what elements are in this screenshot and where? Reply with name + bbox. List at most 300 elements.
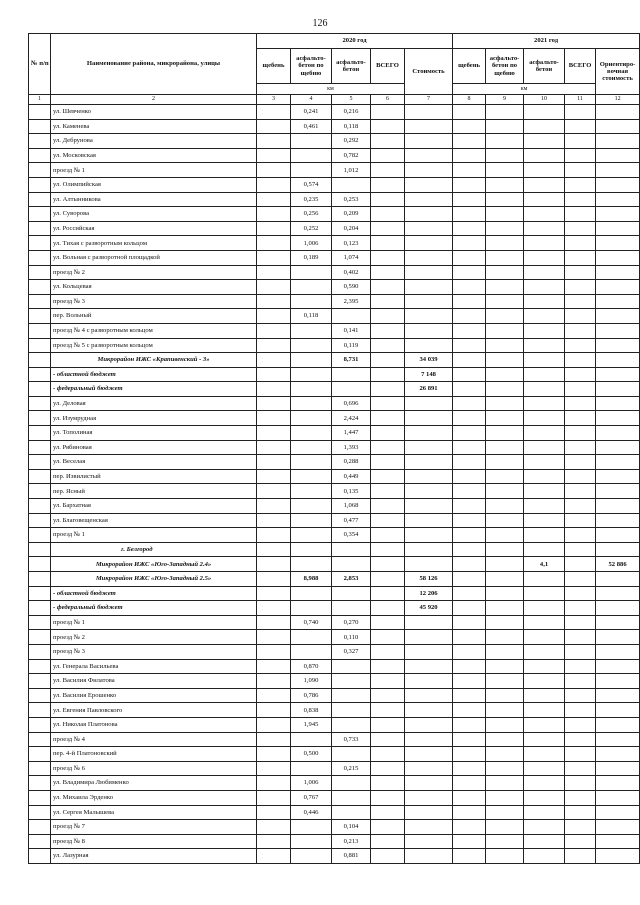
- cell-c3: [257, 528, 291, 543]
- cell-c5: 0,141: [332, 323, 371, 338]
- cell-c8: [453, 148, 486, 163]
- cell-c6: [371, 323, 405, 338]
- cell-c5: 0,733: [332, 732, 371, 747]
- cell-c3: [257, 323, 291, 338]
- cell-c5: [332, 674, 371, 689]
- cell-c8: [453, 280, 486, 295]
- cell-c9: [486, 644, 524, 659]
- cell-c11: [565, 367, 596, 382]
- cell-c10: [524, 280, 565, 295]
- row-name: пер. Извилистый: [51, 469, 257, 484]
- cell-c10: [524, 717, 565, 732]
- cell-c4: 0,574: [291, 177, 332, 192]
- cell-c10: [524, 105, 565, 120]
- cell-c1: [29, 644, 51, 659]
- col-number: 7: [405, 95, 453, 105]
- table-row: [29, 542, 640, 557]
- row-name: ул. Благовещенская: [51, 513, 257, 528]
- cell-c3: [257, 469, 291, 484]
- row-name: Микрорайон ИЖС «Юго-Западный 2.5»: [51, 572, 257, 587]
- cell-c7: [405, 309, 453, 324]
- cell-c9: [486, 557, 524, 572]
- cell-c4: [291, 557, 332, 572]
- cell-c5: 1,012: [332, 163, 371, 178]
- row-name: г. Белгород: [51, 542, 257, 557]
- cell-c7: [405, 747, 453, 762]
- table-row: [29, 805, 640, 820]
- cell-c4: [291, 644, 332, 659]
- col-number: 1: [29, 95, 51, 105]
- cell-c7: [405, 207, 453, 222]
- cell-c9: [486, 469, 524, 484]
- header-2020-asf: асфальто-бетон: [332, 49, 371, 84]
- cell-c7: [405, 834, 453, 849]
- cell-c8: [453, 250, 486, 265]
- cell-c7: [405, 426, 453, 441]
- table-row: [29, 134, 640, 149]
- cell-c11: [565, 542, 596, 557]
- cell-c11: [565, 148, 596, 163]
- cell-c10: [524, 134, 565, 149]
- cell-c1: [29, 542, 51, 557]
- cell-c12: [596, 820, 640, 835]
- cell-c9: [486, 192, 524, 207]
- cell-c7: [405, 820, 453, 835]
- row-name: проезд № 4 с разворотным кольцом: [51, 323, 257, 338]
- cell-c12: [596, 207, 640, 222]
- cell-c11: [565, 674, 596, 689]
- cell-c3: [257, 148, 291, 163]
- cell-c11: [565, 834, 596, 849]
- cell-c6: [371, 717, 405, 732]
- cell-c7: [405, 761, 453, 776]
- cell-c7: [405, 499, 453, 514]
- cell-c4: [291, 265, 332, 280]
- cell-c8: [453, 119, 486, 134]
- cell-c4: [291, 280, 332, 295]
- cell-c6: [371, 396, 405, 411]
- cell-c4: [291, 455, 332, 470]
- cell-c5: [332, 367, 371, 382]
- cell-c12: [596, 834, 640, 849]
- cell-c8: [453, 717, 486, 732]
- cell-c7: [405, 528, 453, 543]
- cell-c11: [565, 849, 596, 864]
- cell-c8: [453, 674, 486, 689]
- cell-c8: [453, 572, 486, 587]
- cell-c3: [257, 747, 291, 762]
- cell-c8: [453, 265, 486, 280]
- cell-c1: [29, 353, 51, 368]
- cell-c8: [453, 747, 486, 762]
- cell-c7: [405, 236, 453, 251]
- cell-c7: 7 148: [405, 367, 453, 382]
- col-number: 4: [291, 95, 332, 105]
- col-number: 9: [486, 95, 524, 105]
- cell-c12: [596, 688, 640, 703]
- cell-c4: 0,235: [291, 192, 332, 207]
- cell-c7: [405, 411, 453, 426]
- cell-c11: [565, 572, 596, 587]
- table-row: [29, 455, 640, 470]
- cell-c5: 0,213: [332, 834, 371, 849]
- cell-c11: [565, 747, 596, 762]
- cell-c7: [405, 148, 453, 163]
- cell-c4: [291, 353, 332, 368]
- cell-c5: 2,395: [332, 294, 371, 309]
- cell-c5: [332, 557, 371, 572]
- cell-c11: [565, 499, 596, 514]
- row-name: проезд № 2: [51, 265, 257, 280]
- cell-c7: [405, 484, 453, 499]
- row-name: проезд № 1: [51, 615, 257, 630]
- cell-c4: [291, 382, 332, 397]
- cell-c11: [565, 455, 596, 470]
- cell-c10: [524, 221, 565, 236]
- cell-c5: 0,216: [332, 105, 371, 120]
- table-row: [29, 820, 640, 835]
- row-name: пер. Ясный: [51, 484, 257, 499]
- cell-c10: [524, 163, 565, 178]
- cell-c11: [565, 119, 596, 134]
- road-works-table: [28, 33, 640, 864]
- cell-c8: [453, 776, 486, 791]
- cell-c7: [405, 294, 453, 309]
- row-name: ул. Сергея Малышева: [51, 805, 257, 820]
- table-row: [29, 411, 640, 426]
- cell-c3: [257, 805, 291, 820]
- cell-c6: [371, 644, 405, 659]
- cell-c7: [405, 163, 453, 178]
- cell-c7: [405, 805, 453, 820]
- cell-c7: [405, 280, 453, 295]
- cell-c4: 8,988: [291, 572, 332, 587]
- cell-c8: [453, 542, 486, 557]
- cell-c10: [524, 688, 565, 703]
- cell-c12: [596, 250, 640, 265]
- cell-c1: [29, 484, 51, 499]
- cell-c11: [565, 221, 596, 236]
- cell-c8: [453, 440, 486, 455]
- cell-c9: [486, 265, 524, 280]
- cell-c1: [29, 192, 51, 207]
- cell-c1: [29, 426, 51, 441]
- cell-c4: [291, 732, 332, 747]
- cell-c4: 0,838: [291, 703, 332, 718]
- cell-c11: [565, 382, 596, 397]
- cell-c10: [524, 849, 565, 864]
- cell-c11: [565, 163, 596, 178]
- cell-c1: [29, 455, 51, 470]
- cell-c6: [371, 382, 405, 397]
- cell-c7: [405, 557, 453, 572]
- cell-c7: [405, 644, 453, 659]
- cell-c5: [332, 790, 371, 805]
- cell-c6: [371, 572, 405, 587]
- cell-c10: [524, 659, 565, 674]
- cell-c12: [596, 338, 640, 353]
- cell-c3: [257, 382, 291, 397]
- cell-c12: [596, 426, 640, 441]
- cell-c12: [596, 177, 640, 192]
- cell-c3: [257, 294, 291, 309]
- cell-c8: [453, 499, 486, 514]
- cell-c11: [565, 192, 596, 207]
- cell-c12: [596, 674, 640, 689]
- cell-c3: [257, 177, 291, 192]
- row-name: проезд № 7: [51, 820, 257, 835]
- cell-c10: [524, 703, 565, 718]
- cell-c6: [371, 440, 405, 455]
- cell-c8: [453, 236, 486, 251]
- table-row: [29, 601, 640, 616]
- cell-c3: [257, 119, 291, 134]
- cell-c3: [257, 236, 291, 251]
- cell-c4: [291, 367, 332, 382]
- cell-c4: [291, 513, 332, 528]
- cell-c7: 26 891: [405, 382, 453, 397]
- cell-c6: [371, 163, 405, 178]
- row-name: ул. Михаила Эрденко: [51, 790, 257, 805]
- cell-c9: [486, 280, 524, 295]
- cell-c8: [453, 105, 486, 120]
- cell-c9: [486, 455, 524, 470]
- cell-c4: 1,006: [291, 236, 332, 251]
- header-2021-vsego: ВСЕГО: [565, 49, 596, 84]
- row-name: - федеральный бюджет: [51, 382, 257, 397]
- cell-c11: [565, 732, 596, 747]
- header-2020-stoimost: Стоимость: [405, 49, 453, 95]
- cell-c12: [596, 499, 640, 514]
- cell-c11: [565, 440, 596, 455]
- cell-c10: [524, 207, 565, 222]
- table-row: [29, 761, 640, 776]
- row-name: ул. Тополиная: [51, 426, 257, 441]
- cell-c4: [291, 630, 332, 645]
- col-number: 3: [257, 95, 291, 105]
- table-row: [29, 688, 640, 703]
- cell-c12: [596, 134, 640, 149]
- cell-c6: [371, 542, 405, 557]
- cell-c6: [371, 703, 405, 718]
- cell-c10: [524, 338, 565, 353]
- cell-c11: [565, 586, 596, 601]
- cell-c9: [486, 148, 524, 163]
- cell-c6: [371, 250, 405, 265]
- cell-c12: [596, 703, 640, 718]
- cell-c7: [405, 717, 453, 732]
- cell-c12: [596, 323, 640, 338]
- cell-c7: [405, 396, 453, 411]
- cell-c6: [371, 820, 405, 835]
- cell-c11: [565, 484, 596, 499]
- cell-c12: [596, 309, 640, 324]
- cell-c10: [524, 601, 565, 616]
- cell-c3: [257, 192, 291, 207]
- cell-c1: [29, 119, 51, 134]
- table-row: [29, 426, 640, 441]
- table-row: [29, 586, 640, 601]
- header-2020-shcheben: щебень: [257, 49, 291, 84]
- header-2020-unit-km: км: [257, 84, 405, 95]
- cell-c3: [257, 411, 291, 426]
- row-name: проезд № 3: [51, 294, 257, 309]
- cell-c8: [453, 469, 486, 484]
- cell-c5: [332, 586, 371, 601]
- row-name: ул. Николая Платонова: [51, 717, 257, 732]
- cell-c7: [405, 659, 453, 674]
- table-row: [29, 557, 640, 572]
- cell-c3: [257, 426, 291, 441]
- cell-c8: [453, 484, 486, 499]
- cell-c7: [405, 338, 453, 353]
- table-row: [29, 528, 640, 543]
- cell-c10: [524, 396, 565, 411]
- cell-c11: [565, 236, 596, 251]
- cell-c7: [405, 732, 453, 747]
- cell-c10: [524, 805, 565, 820]
- cell-c9: [486, 528, 524, 543]
- row-name: ул. Изумрудная: [51, 411, 257, 426]
- cell-c4: 0,767: [291, 790, 332, 805]
- cell-c3: [257, 134, 291, 149]
- cell-c6: [371, 834, 405, 849]
- cell-c6: [371, 674, 405, 689]
- cell-c8: [453, 688, 486, 703]
- cell-c3: [257, 849, 291, 864]
- cell-c3: [257, 280, 291, 295]
- cell-c11: [565, 659, 596, 674]
- cell-c9: [486, 338, 524, 353]
- cell-c12: [596, 513, 640, 528]
- cell-c8: [453, 513, 486, 528]
- cell-c12: [596, 411, 640, 426]
- cell-c8: [453, 790, 486, 805]
- cell-c3: [257, 499, 291, 514]
- cell-c1: [29, 528, 51, 543]
- cell-c10: [524, 513, 565, 528]
- table-row: [29, 572, 640, 587]
- cell-c11: [565, 323, 596, 338]
- cell-c8: [453, 192, 486, 207]
- cell-c1: [29, 323, 51, 338]
- row-name: проезд № 1: [51, 163, 257, 178]
- row-name: ул. Бархатная: [51, 499, 257, 514]
- cell-c8: [453, 134, 486, 149]
- cell-c11: [565, 615, 596, 630]
- cell-c5: 0,204: [332, 221, 371, 236]
- cell-c9: [486, 572, 524, 587]
- cell-c1: [29, 601, 51, 616]
- cell-c4: [291, 542, 332, 557]
- header-2021-shcheben: щебень: [453, 49, 486, 84]
- cell-c3: [257, 513, 291, 528]
- cell-c11: [565, 396, 596, 411]
- cell-c11: [565, 250, 596, 265]
- cell-c5: 0,119: [332, 338, 371, 353]
- cell-c1: [29, 820, 51, 835]
- cell-c3: [257, 790, 291, 805]
- table-row: [29, 265, 640, 280]
- cell-c6: [371, 601, 405, 616]
- table-body: [29, 105, 640, 864]
- cell-c12: 52 886: [596, 557, 640, 572]
- header-2020-asf-shch: асфальто-бетон по щебню: [291, 49, 332, 84]
- col-number: 8: [453, 95, 486, 105]
- cell-c12: [596, 294, 640, 309]
- cell-c4: [291, 396, 332, 411]
- table-row: [29, 717, 640, 732]
- cell-c3: [257, 776, 291, 791]
- cell-c11: [565, 353, 596, 368]
- cell-c1: [29, 469, 51, 484]
- cell-c5: 2,424: [332, 411, 371, 426]
- row-name: проезд № 8: [51, 834, 257, 849]
- cell-c12: [596, 163, 640, 178]
- cell-c9: [486, 849, 524, 864]
- cell-c10: [524, 761, 565, 776]
- cell-c1: [29, 250, 51, 265]
- cell-c10: [524, 382, 565, 397]
- header-2020-vsego: ВСЕГО: [371, 49, 405, 84]
- cell-c12: [596, 396, 640, 411]
- table-row: [29, 644, 640, 659]
- cell-c10: [524, 674, 565, 689]
- cell-c8: [453, 615, 486, 630]
- cell-c7: [405, 542, 453, 557]
- cell-c7: [405, 630, 453, 645]
- cell-c8: [453, 309, 486, 324]
- row-name: ул. Алтынникова: [51, 192, 257, 207]
- cell-c1: [29, 805, 51, 820]
- cell-c3: [257, 455, 291, 470]
- row-name: проезд № 3: [51, 644, 257, 659]
- cell-c6: [371, 805, 405, 820]
- cell-c6: [371, 732, 405, 747]
- table-row: [29, 469, 640, 484]
- cell-c5: 0,449: [332, 469, 371, 484]
- cell-c3: [257, 688, 291, 703]
- cell-c5: [332, 805, 371, 820]
- cell-c10: [524, 630, 565, 645]
- cell-c6: [371, 849, 405, 864]
- cell-c5: 0,118: [332, 119, 371, 134]
- cell-c9: [486, 717, 524, 732]
- cell-c11: [565, 338, 596, 353]
- cell-c8: [453, 557, 486, 572]
- cell-c12: [596, 148, 640, 163]
- cell-c7: 12 206: [405, 586, 453, 601]
- cell-c10: [524, 790, 565, 805]
- cell-c11: [565, 280, 596, 295]
- cell-c12: [596, 469, 640, 484]
- cell-c12: [596, 440, 640, 455]
- cell-c3: [257, 717, 291, 732]
- cell-c8: [453, 411, 486, 426]
- cell-c12: [596, 455, 640, 470]
- row-name: ул. Лазурная: [51, 849, 257, 864]
- cell-c10: [524, 586, 565, 601]
- cell-c9: [486, 776, 524, 791]
- cell-c6: [371, 528, 405, 543]
- cell-c12: [596, 528, 640, 543]
- cell-c3: [257, 265, 291, 280]
- cell-c4: 0,241: [291, 105, 332, 120]
- table-row: [29, 148, 640, 163]
- cell-c1: [29, 790, 51, 805]
- cell-c1: [29, 338, 51, 353]
- cell-c11: [565, 105, 596, 120]
